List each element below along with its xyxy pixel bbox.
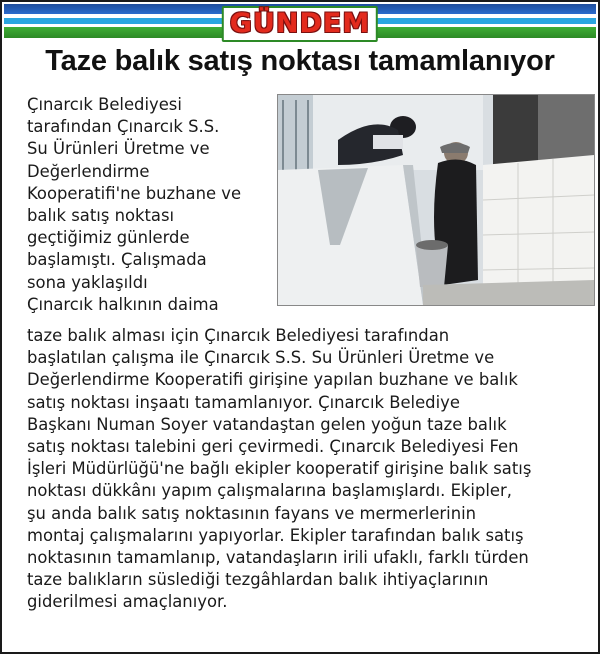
- article-line: satış noktası inşaatı tamamlanıyor. Çınarcık Belediye: [27, 392, 460, 412]
- article-line: balık satış noktası: [27, 206, 175, 226]
- article-line: şu anda balık satış noktasının fayans ve mermerlerinin: [27, 503, 477, 523]
- article-line: montaj çalışmalarını yapıyorlar. Ekipler tarafından balık satış: [27, 525, 524, 545]
- article-line: noktası dükkânı yapım çalışmalarına başlamışlardı. Ekipler,: [27, 481, 512, 501]
- article-line: tarafından Çınarcık S.S.: [27, 117, 220, 137]
- header-band: [4, 4, 596, 38]
- article-line: Kooperatifi'ne buzhane ve: [27, 183, 242, 203]
- article-line: taze balık alması için Çınarcık Belediyesi tarafından: [27, 326, 450, 345]
- article-line: Çınarcık Belediyesi: [27, 95, 182, 114]
- construction-photo-illustration: [278, 95, 594, 305]
- article-line: noktasının tamamlanıp, vatandaşların irili ufaklı, farklı türden: [27, 548, 529, 568]
- article-line: Değerlendirme Kooperatifi girişine yapılan buzhane ve balık: [27, 370, 518, 390]
- article-line: giderilmesi amaçlanıyor.: [27, 592, 228, 612]
- article-line: geçtiğimiz günlerde: [27, 228, 190, 248]
- article-photo: [277, 94, 595, 306]
- article-line: Değerlendirme: [27, 161, 150, 181]
- section-title: GÜNDEM: [222, 6, 378, 42]
- article-text-beside-photo: [27, 94, 277, 316]
- headline: Taze balık satış noktası tamamlanıyor: [45, 45, 555, 77]
- article-line: İşleri Müdürlüğü'ne bağlı ekipler kooperatif girişine balık satış: [27, 459, 532, 479]
- article-line: başlamıştı. Çalışmada: [27, 250, 207, 270]
- article-line: taze balıkların süslediği tezgâhlardan balık ihtiyaçlarının: [27, 570, 489, 590]
- article-line: başlatılan çalışma ile Çınarcık S.S. Su Ürünleri Üretme ve: [27, 348, 495, 368]
- article-line: sona yaklaşıldı: [27, 272, 148, 292]
- article-line: satış noktası talebini geri çevirmedi. Çınarcık Belediyesi Fen: [27, 437, 519, 457]
- article-line: Çınarcık halkının daima: [27, 294, 219, 314]
- article-line: Başkanı Numan Soyer vatandaştan gelen yoğun taze balık: [27, 414, 507, 434]
- article-line: Su Ürünleri Üretme ve: [27, 139, 210, 159]
- article-text-full-width: [27, 325, 587, 614]
